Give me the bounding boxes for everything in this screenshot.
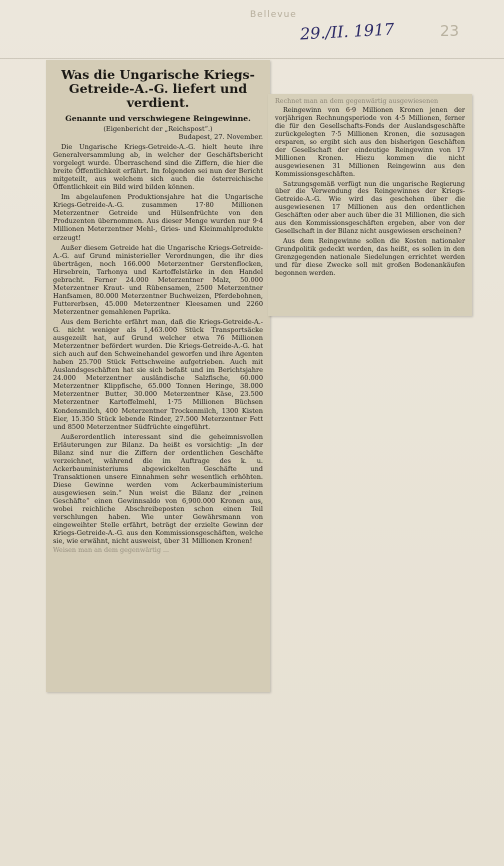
article-headline: Was die Ungarische Kriegs-Getreide-A.-G. liefert und verdient. — [61, 67, 255, 110]
handwritten-date: 29./II. 1917 — [299, 19, 395, 44]
article-subheadline: Genannte und verschwiegene Reingewinne. — [65, 114, 251, 123]
article-paragraph: Satzungsgemäß verfügt nun die ungarische Regierung über die Verwendung des Reingewinnes der Kriegs-Getreide-A.-G. Wie wird das geschehen über die ausgewiesenen 17 Millionen aus den ordentlichen Geschäften oder aber auch über die 31 Millionen, die sich aus den Kommissionsgeschäften ergeben, aber von der Gesellschaft in der Bilanz nicht ausgewiesen erscheinen? — [275, 179, 465, 236]
cut-off-line: Weisen man an dem gegenwärtig ... — [53, 546, 170, 555]
article-paragraph: Reingewinn von 6·9 Millionen Kronen jenen der vorjährigen Rechnungsperiode von 4·5 Millionen, ferner die für den Gesellschafts-Fonds der Auslandsgeschäfte zurückgelegten 7·5 Millionen Kronen, die sozusagen ersparen, so ergibt sich aus den bisherigen Geschäften der Gesellschaft der eindeutige Reingewinn von 17 Millionen Kronen. Hiezu kommen die nicht ausgewiesenen 31 Millionen Reingewinn aus den Kommissionsgeschäften. — [275, 105, 465, 178]
article-paragraph: Im abgelaufenen Produktionsjahre hat die Ungarische Kriegs-Getreide-A.-G. zusammen 17·80 Millionen Meterzentner Getreide und Hülsenfrüchte von den Produzenten übernommen. Aus dieser Menge wurden nur 9·4 Millionen Meterzentner Mehl-, Gries- und Kleinmahlprodukte erzeugt! — [53, 193, 263, 242]
page-number: 23 — [440, 22, 460, 40]
article-paragraph: Die Ungarische Kriegs-Getreide-A.-G. hielt heute ihre Generalversammlung ab, in welcher der Geschäftsbericht vorgelegt wurde. Überraschend sind die Ziffern, die hier die breite Öffentlichkeit erfährt. Im folgenden sei nun der Bericht mitgeteilt, aus welchem sich auch die österreichische Öffentlichkeit ein Bild wird bilden können. — [53, 143, 263, 192]
article-paragraph: Außer diesem Getreide hat die Ungarische Kriegs-Getreide-A.-G. auf Grund ministerieller Verordnungen, die ihr dies überträgen, noch 166.000 Meterzentner Gerstenflocken, Hirsebrein, Tarhonya und Kartoffelstärke in den Handel gebracht. Ferner 24.000 Meterzentner Malz, 50.000 Meterzentner Kraut- und Rübensamen, 2500 Meterzentner Hanfsamen, 80.000 Meterzentner Buchweizen, Pferdebohnen, Futtererbsen, 45.000 Meterzentner Kleesamen und 2260 Meterzentner gemahlenen Paprika. — [53, 243, 263, 316]
cut-off-line: Rechnet man an dem gegenwärtig ausgewiesenen — [275, 97, 439, 105]
own-report-note: (Eigenbericht der „Reichspost“.) — [103, 125, 213, 133]
archive-stamp: Bellevue — [250, 10, 297, 20]
newspaper-clipping-left — [46, 60, 270, 692]
article-paragraph: Aus dem Berichte erfährt man, daß die Kriegs-Getreide-A.-G. nicht weniger als 1,463.000 Stück Transportsäcke ausgezeilt hat, auf Grund welcher etwa 76 Millionen Meterzentner befördert wurden. Die Kriegs-Getreide-A.-G. hat sich auch auf den Schweinehandel geworfen und ihre Agenten haben 25.700 Stück Fettschweine aufgetrieben. Auch mit Auslandsgeschäften hat sie sich befaßt und im Berichtsjahre 24.000 Meterzentner ausländische Salzfische, 60.000 Meterzentner Klippfische, 65.000 Tonnen Heringe, 38.000 Meterzentner Butter, 30.000 Meterzentner Käse, 23.500 Meterzentner Kartoffelmehl, 1·75 Millionen Büchsen Kondensmilch, 400 Meterzentner Trockenmilch, 1300 Kisten Eier, 15.350 Stück lebende Rinder, 27.500 Meterzentner Fett und 8500 Meterzentner Südfrüchte eingeführt. — [53, 317, 263, 431]
article-paragraph: Aus dem Reingewinne sollen die Kosten nationaler Grundpolitik gedeckt werden, das heißt, es sollen in den Grenzgegenden nationale Siedelungen errichtet werden und für diese Zwecke soll mit großen Bodenankäufen begonnen werden. — [275, 237, 465, 278]
fold-line — [0, 58, 504, 59]
dateline: Budapest, 27. November. — [178, 133, 263, 141]
newspaper-clipping-right — [268, 94, 472, 316]
article-paragraph: Außerordentlich interessant sind die geheimnisvollen Erläuterungen zur Bilanz. Da heißt es vorsichtig: „In der Bilanz sind nur die Ziffern der ordentlichen Geschäfte verzeichnet, während die im Auftrage des k. u. Ackerbauministeriums abgewickelten Geschäfte und Transaktionen unsere Einnahmen sehr wesentlich erhöhten. Diese Gewinne werden vom Ackerbauministerium ausgewiesen sein.“ Nun weist die Bilanz der „reinen Geschäfte“ einen Gewinnsaldo von 6,900.000 Kronen aus, wobei reichliche Abschreibeposten schon einen Teil verschlungen haben. Wie unter Gewährsmann von eingeweihter Stelle erfährt, beträgt der erzielte Gewinn der Kriegs-Getreide-A.-G. aus den Kommissionsgeschäften, welche sie, wie erwähnt, nicht ausweist, über 31 Millionen Kronen! — [53, 432, 263, 546]
